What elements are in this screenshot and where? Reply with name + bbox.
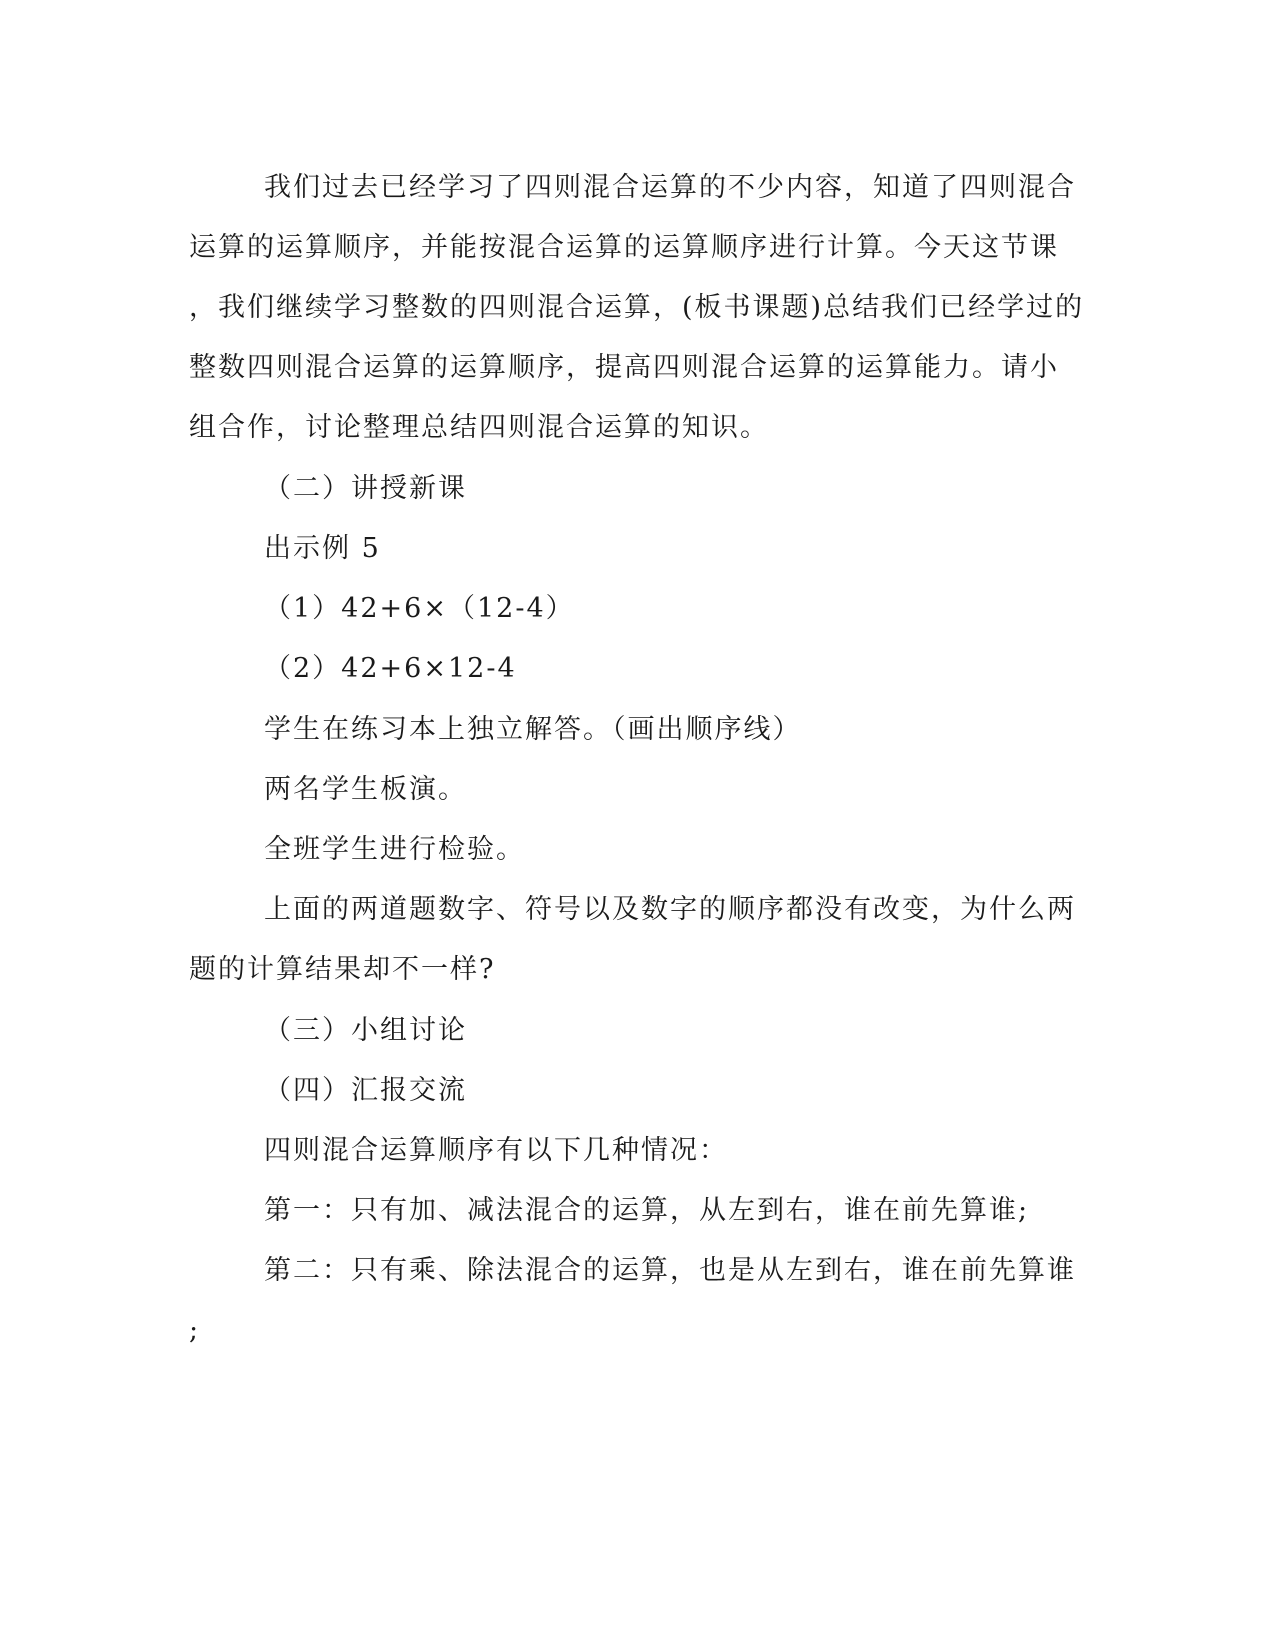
paragraph-line: 第二：只有乘、除法混合的运算，也是从左到右，谁在前先算谁 bbox=[264, 1255, 1076, 1286]
example-expression: （1）42+6×（12-4） bbox=[264, 593, 575, 624]
paragraph-line: ; bbox=[189, 1315, 201, 1346]
paragraph-line: 上面的两道题数字、符号以及数字的顺序都没有改变，为什么两 bbox=[264, 894, 1076, 925]
section-heading: （三）小组讨论 bbox=[264, 1015, 467, 1046]
paragraph-line: 四则混合运算顺序有以下几种情况： bbox=[264, 1135, 728, 1166]
example-title: 出示例 5 bbox=[264, 533, 381, 564]
paragraph-line: 全班学生进行检验。 bbox=[264, 834, 525, 865]
paragraph-line: 我们过去已经学习了四则混合运算的不少内容，知道了四则混合 bbox=[264, 172, 1076, 203]
paragraph-line: 组合作，讨论整理总结四则混合运算的知识。 bbox=[189, 412, 769, 443]
paragraph-line: 第一：只有加、减法混合的运算，从左到右，谁在前先算谁; bbox=[264, 1195, 1030, 1226]
section-heading: （四）汇报交流 bbox=[264, 1075, 467, 1106]
paragraph-line: 学生在练习本上独立解答。（画出顺序线） bbox=[264, 714, 802, 745]
section-heading: （二）讲授新课 bbox=[264, 473, 467, 504]
paragraph-line: 运算的运算顺序，并能按混合运算的运算顺序进行计算。今天这节课 bbox=[189, 232, 1059, 263]
example-expression: （2）42+6×12-4 bbox=[264, 653, 517, 684]
paragraph-line: 题的计算结果却不一样? bbox=[189, 954, 496, 985]
paragraph-line: 整数四则混合运算的运算顺序，提高四则混合运算的运算能力。请小 bbox=[189, 352, 1059, 383]
paragraph-line: ，我们继续学习整数的四则混合运算，(板书课题)总结我们已经学过的 bbox=[189, 292, 1085, 323]
paragraph-line: 两名学生板演。 bbox=[264, 774, 467, 805]
